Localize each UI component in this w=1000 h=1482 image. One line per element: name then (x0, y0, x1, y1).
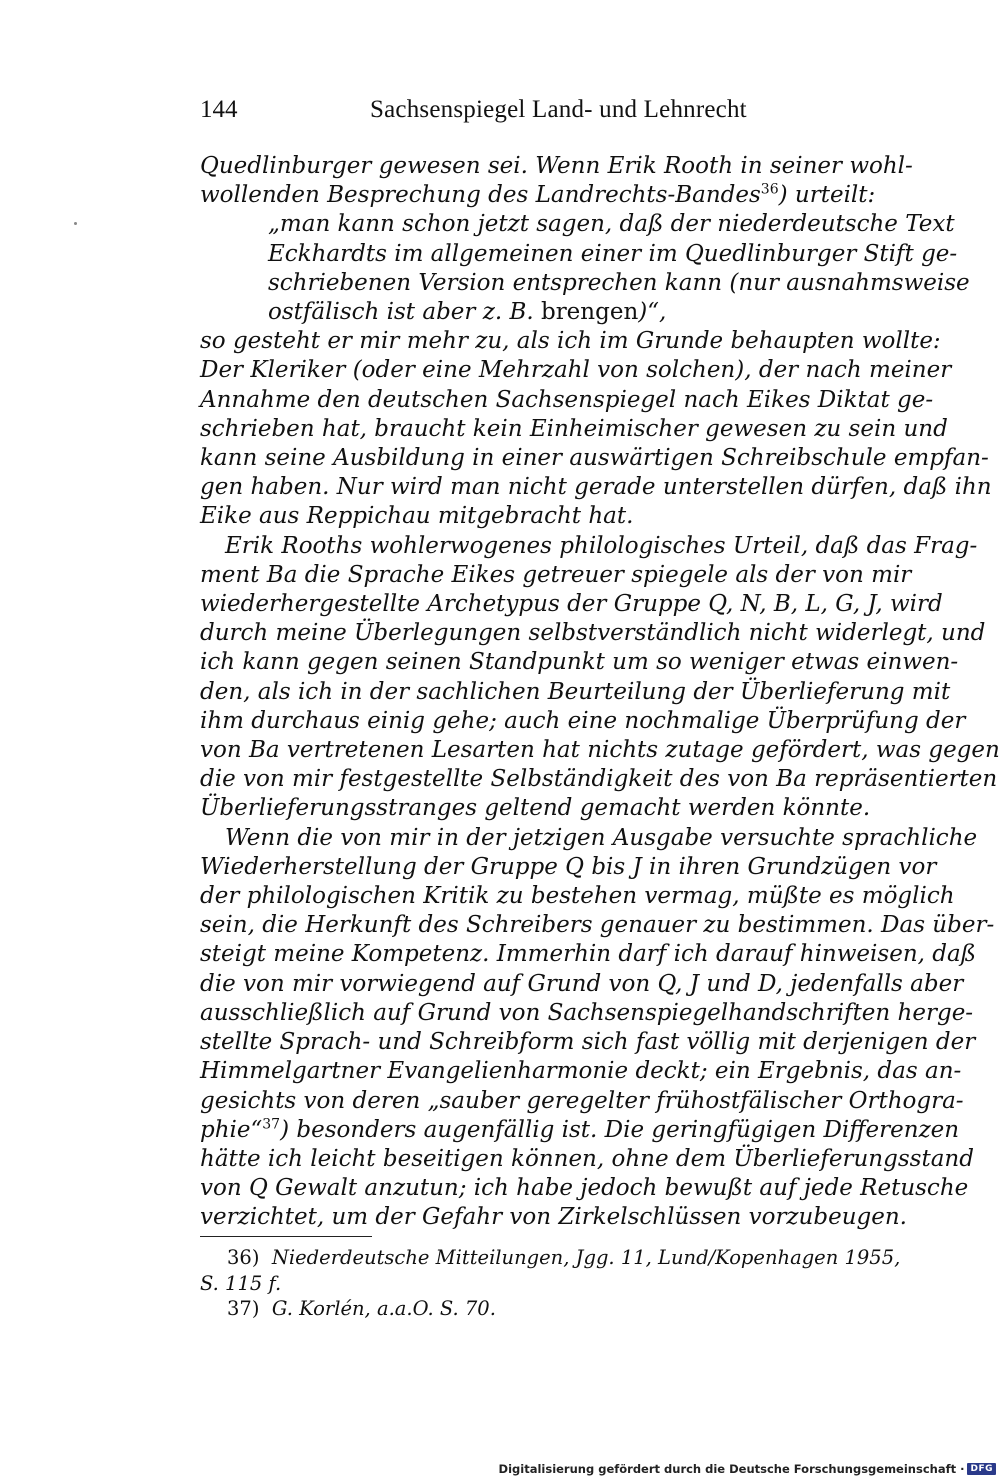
footnote-37 (200, 1296, 892, 1322)
text-line (200, 181, 892, 210)
text-line: Wenn die von mir in der jetzigen Ausgabe versuchte sprachliche (225, 824, 978, 851)
text-line: sein, die Herkunft des Schreibers genauer zu bestimmen. Das über- (200, 912, 995, 939)
text-line: Wiederherstellung der Gruppe Q bis J in ihren Grundzügen vor (200, 853, 937, 880)
text-line: die von mir festgestellte Selbständigkeit des von Ba repräsentierten (200, 766, 998, 793)
text-line: ich kann gegen seinen Standpunkt um so weniger etwas einwen- (200, 649, 959, 676)
running-head: Sachsenspiegel Land- und Lehnrecht (370, 96, 747, 123)
text-line (200, 1116, 960, 1145)
block-quote (268, 210, 970, 327)
text-line: die von mir vorwiegend auf Grund von Q, J und D, jedenfalls aber (200, 970, 964, 997)
quote-line: schriebenen Version entsprechen kann (nur ausnahmsweise (268, 269, 970, 296)
dfg-logo: DFG (967, 1463, 996, 1475)
footnote-36 (200, 1245, 901, 1271)
text-line: hätte ich leicht beseitigen können, ohne dem Überlieferungsstand (200, 1145, 974, 1172)
footnotes (200, 1245, 901, 1322)
upright-word: brengen (540, 299, 639, 326)
text-fragment: ostfälisch ist aber z. B. (268, 299, 541, 326)
quote-line (268, 298, 892, 327)
text-line: durch meine Überlegungen selbstverständlich nicht widerlegt, und (200, 620, 986, 647)
footnote-text: Niederdeutsche Mitteilungen, Jgg. 11, Lund/Kopenhagen 1955, (271, 1246, 901, 1269)
footnote-ref-37[interactable]: 37 (262, 1116, 281, 1133)
text-line: Der Kleriker (oder eine Mehrzahl von solchen), der nach meiner (200, 357, 952, 384)
text-fragment: ) urteilt: (778, 182, 876, 209)
text-line: Himmelgartner Evangelienharmonie deckt; ein Ergebnis, das an- (200, 1058, 962, 1085)
text-line: verzichtet, um der Gefahr von Zirkelschlüssen vorzubeugen. (200, 1204, 907, 1231)
text-line: gen haben. Nur wird man nicht gerade unterstellen dürfen, daß ihn (200, 474, 992, 501)
text-line: Überlieferungsstranges geltend gemacht werden könnte. (200, 795, 871, 822)
main-text (200, 152, 1000, 1233)
text-line: schrieben hat, braucht kein Einheimischer gewesen zu sein und (200, 415, 948, 442)
text-line: ausschließlich auf Grund von Sachsenspiegelhandschriften herge- (200, 999, 974, 1026)
text-line: von Q Gewalt anzutun; ich habe jedoch bewußt auf jede Retusche (200, 1175, 969, 1202)
credit-text: Digitalisierung gefördert durch die Deutsche Forschungsgemeinschaft · (498, 1462, 965, 1476)
text-line: den, als ich in der sachlichen Beurteilung der Überlieferung mit (200, 678, 951, 705)
digitization-credit (499, 1462, 996, 1476)
text-line: steigt meine Kompetenz. Immerhin darf ich darauf hinweisen, daß (200, 941, 977, 968)
text-line: gesichts von deren „sauber geregelter frühostfälischer Orthogra- (200, 1087, 964, 1114)
text-line: Erik Rooths wohlerwogenes philologisches Urteil, daß das Frag- (225, 532, 978, 559)
text-fragment: phie“ (200, 1116, 263, 1143)
text-fragment: )“, (638, 299, 667, 326)
margin-speck (74, 222, 77, 225)
text-line: der philologischen Kritik zu bestehen vermag, müßte es möglich (200, 883, 955, 910)
page-header (200, 96, 890, 136)
footnote-number: 36) (227, 1246, 260, 1269)
text-line: stellte Sprach- und Schreibform sich fast völlig mit derjenigen der (200, 1029, 976, 1056)
text-line: ment Ba die Sprache Eikes getreuer spiegele als der von mir (200, 561, 912, 588)
text-line: so gesteht er mir mehr zu, als ich im Grunde behaupten wollte: (200, 328, 941, 355)
text-line: kann seine Ausbildung in einer auswärtigen Schreibschule empfan- (200, 445, 989, 472)
text-line: Eike aus Reppichau mitgebracht hat. (200, 503, 634, 530)
text-line: ihm durchaus einig gehe; auch eine nochmalige Überprüfung der (200, 707, 966, 734)
quote-line: „man kann schon jetzt sagen, daß der niederdeutsche Text (268, 211, 955, 238)
footnote-number: 37) (227, 1297, 260, 1320)
text-fragment: wollenden Besprechung des Landrechts-Bandes (200, 182, 761, 209)
text-line: wiederhergestellte Archetypus der Gruppe Q, N, B, L, G, J, wird (200, 591, 943, 618)
footnote-ref-36[interactable]: 36 (760, 181, 779, 198)
footnote-text: G. Korlén, a.a.O. S. 70. (271, 1297, 496, 1320)
footnote-rule (200, 1236, 372, 1237)
text-fragment: ) besonders augenfällig ist. Die geringfügigen Differenzen (280, 1116, 960, 1143)
quote-line: Eckhardts im allgemeinen einer im Quedlinburger Stift ge- (268, 240, 958, 267)
footnote-36-cont: S. 115 f. (200, 1271, 282, 1295)
text-line: Annahme den deutschen Sachsenspiegel nach Eikes Diktat ge- (200, 386, 934, 413)
text-line: Quedlinburger gewesen sei. Wenn Erik Rooth in seiner wohl- (200, 153, 913, 179)
text-line: von Ba vertretenen Lesarten hat nichts zutage gefördert, was gegen (200, 737, 1000, 764)
page-number: 144 (200, 96, 238, 123)
